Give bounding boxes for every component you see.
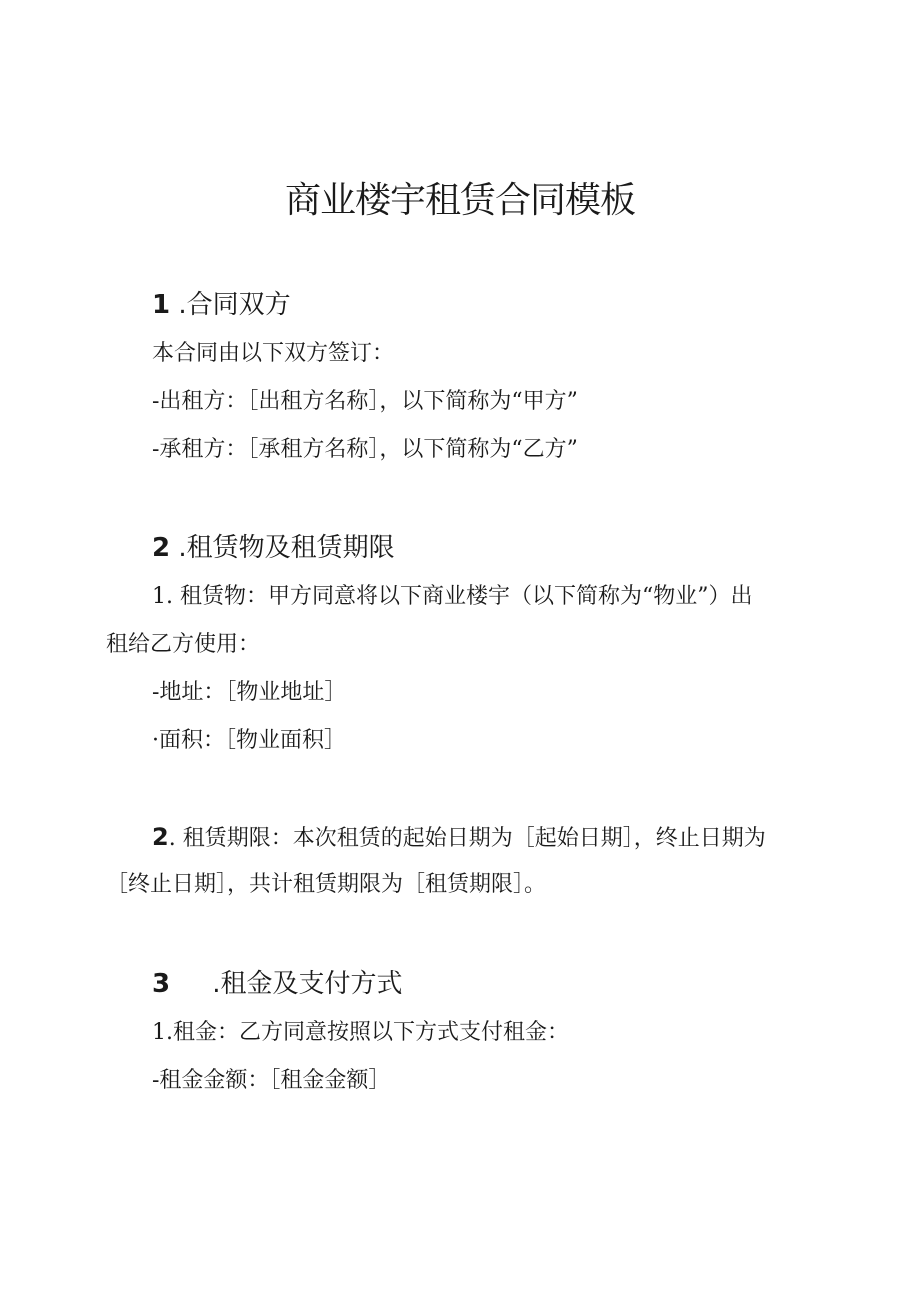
lease-object-line-1: 1. 租赁物：甲方同意将以下商业楼宇（以下简称为“物业”）出 — [152, 584, 753, 609]
section-2-number: 2 — [152, 533, 171, 563]
section-3-title: .租金及支付方式 — [212, 969, 403, 999]
section-2-title: .租赁物及租赁期限 — [178, 533, 395, 563]
lease-term-line-1 — [152, 822, 766, 854]
section-2-heading — [152, 530, 395, 566]
lease-term-number: 2 — [152, 823, 169, 851]
document-title: 商业楼宇租赁合同模板 — [284, 180, 635, 221]
section-1-number: 1 — [152, 290, 171, 320]
address-line: -地址：［物业地址］ — [152, 680, 347, 705]
lessee-line: -承租方：［承租方名称］，以下简称为“乙方” — [152, 437, 578, 462]
area-line: ·面积：［物业面积］ — [152, 728, 346, 753]
lease-term-line-2: ［终止日期］，共计租赁期限为［租赁期限］。 — [106, 872, 547, 897]
lessor-line: -出租方：［出租方名称］，以下简称为“甲方” — [152, 389, 578, 414]
section-3-heading — [152, 966, 403, 1002]
rent-amount-line: -租金金额：［租金金额］ — [152, 1068, 391, 1093]
section-3-number: 3 — [152, 969, 171, 999]
section-1-heading — [152, 287, 291, 323]
lease-object-line-2: 租给乙方使用： — [106, 632, 261, 657]
lease-term-text: . 租赁期限：本次租赁的起始日期为［起始日期］，终止日期为 — [168, 826, 766, 851]
section-1-title: .合同双方 — [178, 290, 291, 320]
rent-line: 1.租金：乙方同意按照以下方式支付租金： — [152, 1020, 569, 1045]
section-1-intro: 本合同由以下双方签订： — [152, 341, 395, 366]
